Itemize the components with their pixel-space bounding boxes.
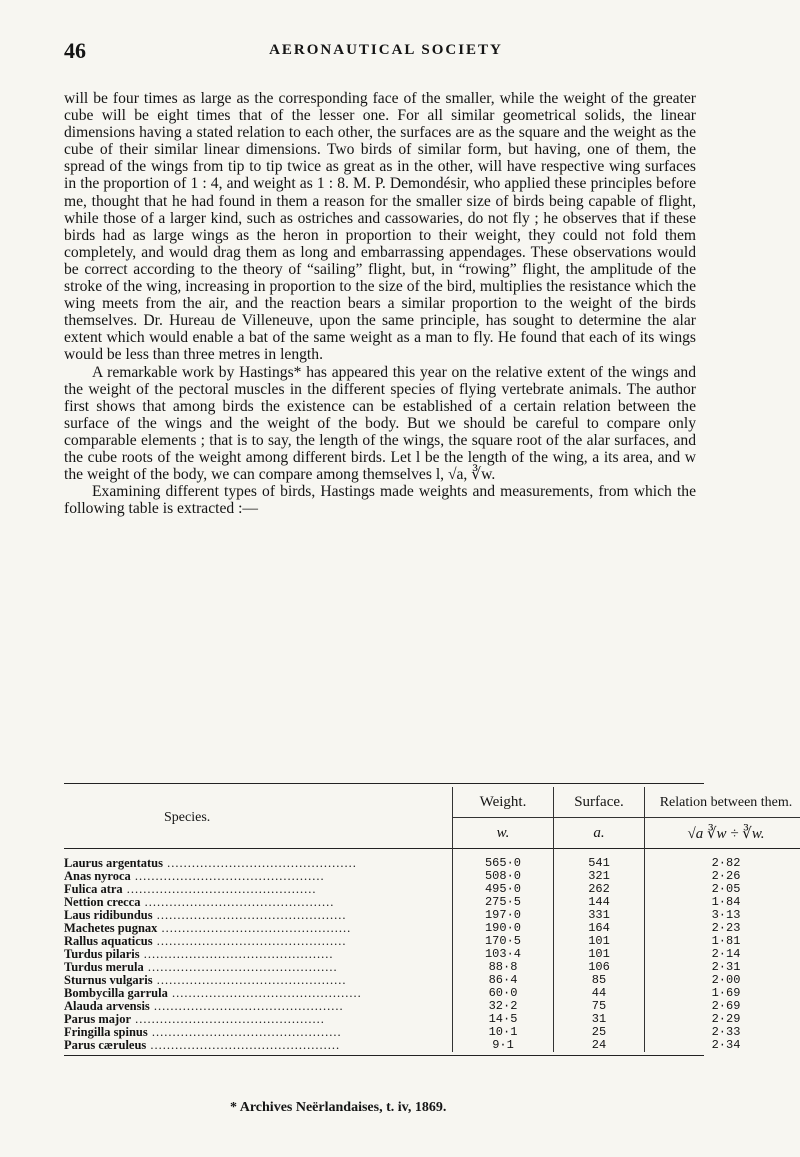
relation-value: 2·05 bbox=[645, 883, 800, 896]
weight-value: 10·1 bbox=[453, 1026, 554, 1039]
species-name: Fulica atra ..... bbox=[64, 883, 453, 896]
table-row bbox=[64, 974, 800, 987]
surface-value: 144 bbox=[554, 896, 645, 909]
species-name: Parus cæruleus ..... bbox=[64, 1039, 453, 1052]
species-name: Laus ridibundus ..... bbox=[64, 909, 453, 922]
paragraph: A remarkable work by Hastings* has appeared this year on the relative extent of the wings and the weight of the pectoral muscles in the different species of flying vertebrate animals. The author first shows that among birds the existence can be established of a certain relation between the surface of the wings and the weight of the body. But we should be careful to compare only comparable elements ; that is to say, the length of the wings, the square root of the alar surfaces, and the cube roots of the weight among different birds. Let l be the length of the wing, a its area, and w the weight of the body, we can compare among themselves l, √a, ∛w. bbox=[64, 363, 696, 484]
species-name: Rallus aquaticus ..... bbox=[64, 935, 453, 948]
surface-value: 541 bbox=[554, 849, 645, 871]
relation-value: 1·69 bbox=[645, 987, 800, 1000]
table-row bbox=[64, 1013, 800, 1026]
weight-value: 495·0 bbox=[453, 883, 554, 896]
species-name: Turdus merula ..... bbox=[64, 961, 453, 974]
body-text bbox=[64, 90, 696, 517]
surface-symbol: a. bbox=[554, 818, 645, 849]
table-row bbox=[64, 935, 800, 948]
weight-value: 170·5 bbox=[453, 935, 554, 948]
table-row bbox=[64, 896, 800, 909]
table-top-rule bbox=[64, 783, 704, 784]
species-name: Machetes pugnax ..... bbox=[64, 922, 453, 935]
surface-column-header: Surface. bbox=[554, 787, 645, 818]
table-row bbox=[64, 1039, 800, 1052]
surface-value: 44 bbox=[554, 987, 645, 1000]
relation-value: 2·23 bbox=[645, 922, 800, 935]
paragraph: will be four times as large as the corresponding face of the smaller, while the weight of the greater cube will be eight times that of the lesser one. For all similar geometrical solids, the linear dimensions having a stated relation to each other, the surfaces are as the square and the weight as the cube of their similar linear dimensions. Two birds of similar form, but having, one of them, the spread of the wings from tip to tip twice as great as in the other, will have respective wing surfaces in the proportion of 1 : 4, and weight as 1 : 8. M. P. Demondésir, who applied these principles before me, thought that he had found in them a reason for the smaller size of birds being capable of flight, while those of a larger kind, such as ostriches and cassowaries, do not fly ; he observes that if these birds had as large wings as the heron in proportion to their weight, they could not fold them completely, and would drag them as long and embarrassing appendages. These observations would be correct according to the theory of “sailing” flight, but, in “rowing” flight, the amplitude of the stroke of the wing, increasing in proportion to the size of the bird, multiplies the resistance which the wing meets from the air, and the reaction bears a similar proportion to the weight of the birds themselves. Dr. Hureau de Villeneuve, upon the same principle, has sought to determine the alar extent which would enable a bat of the same weight as a man to fly. He found that each of its wings would be less than three metres in length. bbox=[64, 90, 696, 364]
table-row bbox=[64, 870, 800, 883]
surface-value: 262 bbox=[554, 883, 645, 896]
weight-value: 60·0 bbox=[453, 987, 554, 1000]
species-name: Anas nyroca ..... bbox=[64, 870, 453, 883]
relation-value: 3·13 bbox=[645, 909, 800, 922]
footnote: * Archives Neërlandaises, t. iv, 1869. bbox=[230, 1100, 447, 1115]
species-name: Bombycilla garrula ..... bbox=[64, 987, 453, 1000]
species-name: Nettion crecca ..... bbox=[64, 896, 453, 909]
weight-value: 103·4 bbox=[453, 948, 554, 961]
species-name: Turdus pilaris ..... bbox=[64, 948, 453, 961]
species-name: Fringilla spinus ..... bbox=[64, 1026, 453, 1039]
species-name: Alauda arvensis ..... bbox=[64, 1000, 453, 1013]
weight-value: 32·2 bbox=[453, 1000, 554, 1013]
relation-column-header: Relation between them. bbox=[645, 787, 800, 818]
surface-value: 25 bbox=[554, 1026, 645, 1039]
relation-value: 2·31 bbox=[645, 961, 800, 974]
relation-value: 2·82 bbox=[645, 849, 800, 871]
page-number: 46 bbox=[64, 38, 86, 63]
weight-value: 88·8 bbox=[453, 961, 554, 974]
weight-value: 508·0 bbox=[453, 870, 554, 883]
weight-value: 275·5 bbox=[453, 896, 554, 909]
running-title: AERONAUTICAL SOCIETY bbox=[269, 42, 503, 58]
table-row bbox=[64, 849, 800, 871]
relation-value: 2·33 bbox=[645, 1026, 800, 1039]
relation-value: 1·84 bbox=[645, 896, 800, 909]
surface-value: 75 bbox=[554, 1000, 645, 1013]
species-name: Sturnus vulgaris ..... bbox=[64, 974, 453, 987]
page-header bbox=[64, 38, 708, 68]
weight-value: 190·0 bbox=[453, 922, 554, 935]
surface-value: 85 bbox=[554, 974, 645, 987]
relation-value: 2·29 bbox=[645, 1013, 800, 1026]
table-row bbox=[64, 987, 800, 1000]
relation-value: 2·14 bbox=[645, 948, 800, 961]
surface-value: 31 bbox=[554, 1013, 645, 1026]
weight-value: 86·4 bbox=[453, 974, 554, 987]
species-column-header: Species. bbox=[164, 809, 211, 825]
table-row bbox=[64, 909, 800, 922]
surface-value: 101 bbox=[554, 935, 645, 948]
table-row bbox=[64, 948, 800, 961]
table-row bbox=[64, 883, 800, 896]
table-row bbox=[64, 922, 800, 935]
weight-column-header: Weight. bbox=[453, 787, 554, 818]
surface-value: 331 bbox=[554, 909, 645, 922]
surface-value: 321 bbox=[554, 870, 645, 883]
relation-value: 1·81 bbox=[645, 935, 800, 948]
bird-measurements-table bbox=[64, 783, 793, 1056]
weight-value: 9·1 bbox=[453, 1039, 554, 1052]
surface-value: 101 bbox=[554, 948, 645, 961]
relation-formula: √a ∛w ÷ ∛w. bbox=[645, 818, 800, 849]
species-name: Laurus argentatus ..... bbox=[64, 849, 453, 871]
weight-value: 565·0 bbox=[453, 849, 554, 871]
relation-value: 2·69 bbox=[645, 1000, 800, 1013]
table-row bbox=[64, 961, 800, 974]
table-row bbox=[64, 1026, 800, 1039]
surface-value: 164 bbox=[554, 922, 645, 935]
weight-value: 197·0 bbox=[453, 909, 554, 922]
species-name: Parus major ..... bbox=[64, 1013, 453, 1026]
relation-value: 2·34 bbox=[645, 1039, 800, 1052]
paragraph: Examining different types of birds, Hastings made weights and measurements, from which the following table is extracted :— bbox=[64, 483, 696, 518]
table-row bbox=[64, 1000, 800, 1013]
weight-value: 14·5 bbox=[453, 1013, 554, 1026]
weight-symbol: w. bbox=[453, 818, 554, 849]
relation-value: 2·00 bbox=[645, 974, 800, 987]
relation-value: 2·26 bbox=[645, 870, 800, 883]
surface-value: 106 bbox=[554, 961, 645, 974]
table-bottom-rule bbox=[64, 1055, 704, 1056]
surface-value: 24 bbox=[554, 1039, 645, 1052]
